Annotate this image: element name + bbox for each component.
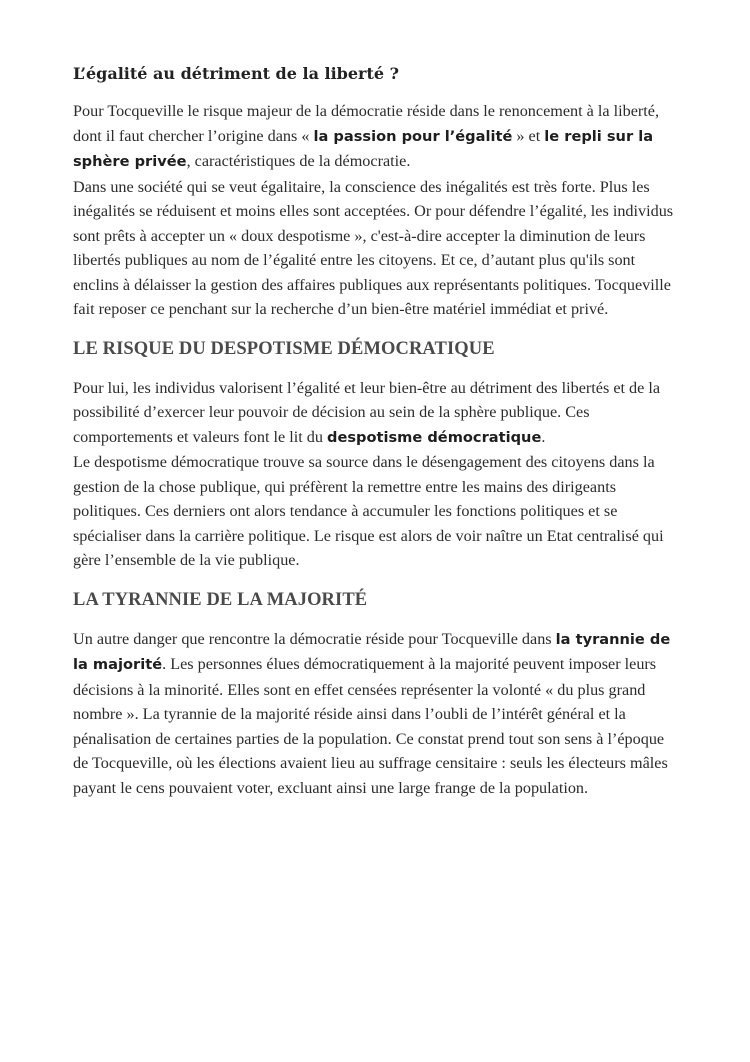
text-run: » et	[512, 126, 545, 145]
text-run: , caractéristiques de la démocratie.	[186, 152, 411, 170]
text-run: .	[541, 427, 546, 446]
emphasis-despotisme-democratique: despotisme démocratique	[327, 428, 542, 446]
text-run: Pour Tocqueville le risque majeur de la démocratie réside dans le renoncement à la liberté, dont il faut chercher l’origine dans «	[73, 102, 660, 145]
text-run: . Les personnes élues démocratiquement à la majorité peuvent imposer leurs décisions à la minorité. Elles sont en effet censées représenter la volonté « du plus grand nombre ». La tyrannie de la majorité réside ainsi dans l’oubli de l’intérêt général et la pénalisation de certaines parties de la population. Ce constat prend tout son sens à l’époque de Tocqueville, où les élections avaient lieu au suffrage censitaire : seuls les électeurs mâles payant le cens pouvaient voter, excluant ainsi une large frange de la population.	[73, 655, 668, 797]
text-run: Pour lui, les individus valorisent l’égalité et leur bien-être au détriment des libertés et de la possibilité d’exercer leur pouvoir de décision au sein de la sphère publique. Ces comportements et valeurs font le lit du	[73, 378, 661, 446]
emphasis-repli-sphere-privee: le repli sur la sphère privée	[73, 127, 654, 170]
paragraph-intro	[73, 99, 683, 175]
section-title-equality: L’égalité au détriment de la liberté ?	[73, 64, 399, 83]
emphasis-tyrannie-majorite: la tyrannie de la majorité	[73, 630, 671, 673]
document-page	[73, 62, 683, 800]
text-run: Un autre danger que rencontre la démocratie réside pour Tocqueville dans	[73, 629, 556, 648]
heading-despotisme: LE RISQUE DU DESPOTISME DÉMOCRATIQUE	[73, 338, 495, 359]
paragraph-valorisation	[73, 376, 683, 451]
paragraph-despotisme-source: Le despotisme démocratique trouve sa source dans le désengagement des citoyens dans la gestion de la chose publique, qui préfèrent la remettre entre les mains des dirigeants politiques. Ces derniers ont alors tendance à accumuler les fonctions politiques et se spécialiser dans la carrière politique. Le risque est alors de voir naître un Etat centralisé qui gère l’ensemble de la vie publique.	[73, 453, 664, 569]
paragraph-egalitarian-society: Dans une société qui se veut égalitaire, la conscience des inégalités est très forte. Plus les inégalités se réduisent et moins elles sont acceptées. Or pour défendre l’égalité, les individus sont prêts à accepter un « doux despotisme », c'est-à-dire accepter la diminution de leurs libertés publiques au nom de l’égalité entre les citoyens. Et ce, d’autant plus qu'ils sont enclins à délaisser la gestion des affaires publiques aux représentants politiques. Tocqueville fait reposer ce penchant sur la recherche d’un bien-être matériel immédiat et privé.	[73, 177, 674, 318]
emphasis-passion-egalite: la passion pour l’égalité	[313, 127, 513, 145]
paragraph-tyrannie	[73, 627, 683, 801]
heading-tyrannie: LA TYRANNIE DE LA MAJORITÉ	[73, 589, 368, 610]
